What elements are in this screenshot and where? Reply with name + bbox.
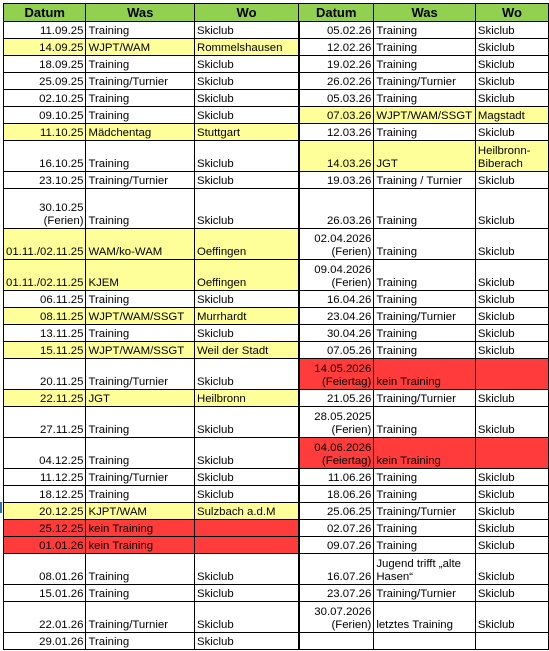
cell-left-datum: 08.11.25 [4, 308, 86, 325]
cell-left-datum: 14.09.25 [4, 39, 86, 56]
cell-left-was: Training [86, 22, 195, 39]
cell-left-was: Training [86, 90, 195, 107]
cell-right-was: Training [374, 537, 476, 554]
cell-right-wo: Skiclub [475, 503, 548, 520]
cell-left-wo: Skiclub [194, 554, 298, 585]
cell-left-was: Training/Turnier [86, 602, 195, 633]
table-row [4, 438, 549, 469]
cell-left-was: Training [86, 554, 195, 585]
cell-left-was: Training/Turnier [86, 172, 195, 189]
row-selection-marker [0, 502, 2, 513]
cell-right-datum [299, 633, 374, 650]
cell-right-was: Training [374, 291, 476, 308]
cell-left-datum: 09.10.25 [4, 107, 86, 124]
cell-left-datum: 22.01.26 [4, 602, 86, 633]
table-row [4, 39, 549, 56]
cell-right-was: Training [374, 189, 476, 229]
cell-left-was: Training [86, 291, 195, 308]
table-row [4, 359, 549, 390]
cell-right-was: Training [374, 407, 476, 438]
cell-right-datum: 12.02.26 [299, 39, 374, 56]
table-row [4, 537, 549, 554]
table-row [4, 633, 549, 650]
cell-right-was: Jugend trifft „alte Hasen“ [374, 554, 476, 585]
cell-left-datum: 01.01.26 [4, 537, 86, 554]
cell-left-wo: Skiclub [194, 469, 298, 486]
header-was-left: Was [86, 4, 195, 22]
table-row [4, 73, 549, 90]
cell-right-was: Training [374, 520, 476, 537]
cell-right-datum: 16.07.26 [299, 554, 374, 585]
cell-left-datum: 16.10.25 [4, 141, 86, 172]
cell-right-datum: 23.07.26 [299, 585, 374, 602]
cell-right-datum: 19.02.26 [299, 56, 374, 73]
cell-left-datum: 18.09.25 [4, 56, 86, 73]
cell-right-was: Training/Turnier [374, 73, 476, 90]
header-datum-left: Datum [4, 4, 86, 22]
table-row [4, 602, 549, 633]
cell-right-was: Training [374, 469, 476, 486]
cell-left-was: Training [86, 189, 195, 229]
cell-right-wo: Skiclub [475, 520, 548, 537]
cell-left-was: Training [86, 438, 195, 469]
cell-left-wo: Skiclub [194, 291, 298, 308]
cell-left-datum: 06.11.25 [4, 291, 86, 308]
table-row [4, 342, 549, 359]
cell-right-was: Training [374, 124, 476, 141]
cell-left-datum: 01.11./02.11.25 [4, 260, 86, 291]
cell-left-datum: 01.11./02.11.25 [4, 229, 86, 260]
cell-left-was: WJPT/WAM/SSGT [86, 342, 195, 359]
cell-left-datum: 25.09.25 [4, 73, 86, 90]
cell-left-wo: Skiclub [194, 438, 298, 469]
cell-left-was: Training [86, 141, 195, 172]
cell-left-was: Training [86, 56, 195, 73]
cell-left-datum: 23.10.25 [4, 172, 86, 189]
cell-right-wo: Skiclub [475, 342, 548, 359]
cell-left-wo: Skiclub [194, 602, 298, 633]
cell-right-was: Training [374, 22, 476, 39]
cell-right-was: JGT [374, 141, 476, 172]
cell-right-wo: Skiclub [475, 189, 548, 229]
cell-left-wo: Oeffingen [194, 229, 298, 260]
cell-left-datum: 27.11.25 [4, 407, 86, 438]
cell-left-wo: Murrhardt [194, 308, 298, 325]
cell-left-datum: 11.10.25 [4, 124, 86, 141]
cell-right-datum: 23.04.26 [299, 308, 374, 325]
cell-right-wo: Skiclub [475, 602, 548, 633]
header-was-right: Was [374, 4, 476, 22]
cell-left-datum: 04.12.25 [4, 438, 86, 469]
cell-right-datum: 19.03.26 [299, 172, 374, 189]
cell-right-datum: 30.04.26 [299, 325, 374, 342]
table-row [4, 90, 549, 107]
cell-left-was: Training [86, 107, 195, 124]
cell-right-was: kein Training [374, 438, 476, 469]
cell-left-was: KJEM [86, 260, 195, 291]
cell-left-wo: Skiclub [194, 56, 298, 73]
cell-left-was: JGT [86, 390, 195, 407]
cell-right-datum: 26.02.26 [299, 73, 374, 90]
cell-left-was: WJPT/WAM/SSGT [86, 308, 195, 325]
cell-left-was: KJPT/WAM [86, 503, 195, 520]
cell-right-wo: Skiclub [475, 73, 548, 90]
cell-right-datum: 04.06.2026 (Feiertag) [299, 438, 374, 469]
table-row [4, 390, 549, 407]
cell-right-was [374, 633, 476, 650]
cell-right-wo: Skiclub [475, 585, 548, 602]
cell-right-was: Training [374, 39, 476, 56]
table-row [4, 56, 549, 73]
cell-left-wo: Skiclub [194, 22, 298, 39]
cell-right-was: Training [374, 90, 476, 107]
cell-right-datum: 14.05.2026 (Feiertag) [299, 359, 374, 390]
cell-left-datum: 20.11.25 [4, 359, 86, 390]
table-row [4, 585, 549, 602]
table-row [4, 325, 549, 342]
cell-right-was: Training/Turnier [374, 585, 476, 602]
table-row [4, 260, 549, 291]
cell-left-datum: 22.11.25 [4, 390, 86, 407]
cell-right-was: Training [374, 486, 476, 503]
table-row [4, 141, 549, 172]
cell-left-was: Training [86, 585, 195, 602]
cell-right-wo: Skiclub [475, 229, 548, 260]
cell-left-wo [194, 537, 298, 554]
cell-left-was: Training [86, 407, 195, 438]
cell-left-datum: 02.10.25 [4, 90, 86, 107]
cell-left-was: Training/Turnier [86, 359, 195, 390]
cell-right-datum: 14.03.26 [299, 141, 374, 172]
schedule-table [3, 3, 549, 650]
cell-right-datum: 02.07.26 [299, 520, 374, 537]
cell-left-wo: Weil der Stadt [194, 342, 298, 359]
cell-right-wo: Skiclub [475, 390, 548, 407]
cell-right-datum: 11.06.26 [299, 469, 374, 486]
cell-left-wo: Skiclub [194, 107, 298, 124]
cell-left-wo: Rommelshausen [194, 39, 298, 56]
cell-right-wo: Skiclub [475, 325, 548, 342]
cell-left-wo: Skiclub [194, 359, 298, 390]
cell-right-wo: Magstadt [475, 107, 548, 124]
cell-right-wo: Skiclub [475, 291, 548, 308]
cell-right-datum: 28.05.2025 (Ferien) [299, 407, 374, 438]
cell-right-datum: 05.02.26 [299, 22, 374, 39]
cell-left-wo: Heilbronn [194, 390, 298, 407]
cell-right-was: Training/Turnier [374, 390, 476, 407]
header-datum-right: Datum [299, 4, 374, 22]
table-row [4, 407, 549, 438]
table-row [4, 107, 549, 124]
cell-right-wo: Skiclub [475, 172, 548, 189]
cell-left-was: Mädchentag [86, 124, 195, 141]
table-row [4, 172, 549, 189]
table-row [4, 291, 549, 308]
cell-left-wo: Skiclub [194, 73, 298, 90]
cell-left-wo: Skiclub [194, 172, 298, 189]
cell-right-datum: 18.06.26 [299, 486, 374, 503]
cell-left-wo: Stuttgart [194, 124, 298, 141]
table-row [4, 229, 549, 260]
cell-right-datum: 07.05.26 [299, 342, 374, 359]
cell-left-was: Training [86, 486, 195, 503]
cell-right-was: Training [374, 325, 476, 342]
cell-right-was: letztes Training [374, 602, 476, 633]
cell-left-datum: 15.01.26 [4, 585, 86, 602]
cell-left-datum: 29.01.26 [4, 633, 86, 650]
cell-left-wo: Skiclub [194, 189, 298, 229]
cell-right-was: Training [374, 56, 476, 73]
cell-left-datum: 20.12.25 [4, 503, 86, 520]
cell-left-datum: 30.10.25 (Ferien) [4, 189, 86, 229]
cell-right-datum: 12.03.26 [299, 124, 374, 141]
cell-right-datum: 16.04.26 [299, 291, 374, 308]
cell-right-wo: Skiclub [475, 260, 548, 291]
cell-right-wo: Heilbronn-Biberach [475, 141, 548, 172]
table-row [4, 554, 549, 585]
cell-right-was: Training/Turnier [374, 503, 476, 520]
cell-right-wo: Skiclub [475, 56, 548, 73]
cell-left-was: Training [86, 325, 195, 342]
cell-right-wo: Skiclub [475, 22, 548, 39]
cell-left-datum: 13.11.25 [4, 325, 86, 342]
table-row [4, 486, 549, 503]
cell-right-was: Training [374, 260, 476, 291]
cell-right-was: WJPT/WAM/SSGT [374, 107, 476, 124]
header-wo-left: Wo [194, 4, 298, 22]
cell-left-wo: Skiclub [194, 325, 298, 342]
cell-left-datum: 15.11.25 [4, 342, 86, 359]
cell-right-datum: 05.03.26 [299, 90, 374, 107]
cell-right-was: kein Training [374, 359, 476, 390]
cell-right-datum: 26.03.26 [299, 189, 374, 229]
cell-left-wo: Skiclub [194, 633, 298, 650]
header-row [4, 4, 549, 22]
cell-right-wo: Skiclub [475, 407, 548, 438]
table-row [4, 124, 549, 141]
cell-left-was: Training/Turnier [86, 469, 195, 486]
cell-left-was: Training/Turnier [86, 73, 195, 90]
cell-left-was: kein Training [86, 537, 195, 554]
table-row [4, 22, 549, 39]
cell-right-wo: Skiclub [475, 90, 548, 107]
cell-right-was: Training [374, 229, 476, 260]
cell-right-was: Training/Turnier [374, 308, 476, 325]
cell-right-datum: 25.06.25 [299, 503, 374, 520]
cell-right-wo: Skiclub [475, 554, 548, 585]
cell-left-wo: Skiclub [194, 585, 298, 602]
cell-right-datum: 09.04.2026 (Ferien) [299, 260, 374, 291]
cell-left-datum: 25.12.25 [4, 520, 86, 537]
cell-left-wo: Sulzbach a.d.M [194, 503, 298, 520]
cell-left-datum: 08.01.26 [4, 554, 86, 585]
cell-left-was: kein Training [86, 520, 195, 537]
table-row [4, 520, 549, 537]
table-row [4, 308, 549, 325]
cell-right-wo: Skiclub [475, 486, 548, 503]
cell-right-datum: 30.07.2026 (Ferien) [299, 602, 374, 633]
cell-left-wo: Skiclub [194, 141, 298, 172]
cell-right-wo: Skiclub [475, 308, 548, 325]
cell-right-wo: Skiclub [475, 537, 548, 554]
table-row [4, 503, 549, 520]
cell-left-datum: 11.12.25 [4, 469, 86, 486]
cell-left-datum: 18.12.25 [4, 486, 86, 503]
cell-right-was: Training / Turnier [374, 172, 476, 189]
cell-right-wo [475, 359, 548, 390]
cell-left-was: WAM/ko-WAM [86, 229, 195, 260]
cell-right-datum: 21.05.26 [299, 390, 374, 407]
cell-left-wo: Oeffingen [194, 260, 298, 291]
cell-right-wo: Skiclub [475, 39, 548, 56]
cell-right-wo: Skiclub [475, 469, 548, 486]
header-wo-right: Wo [475, 4, 548, 22]
cell-right-wo [475, 438, 548, 469]
table-row [4, 469, 549, 486]
cell-right-was: Training [374, 342, 476, 359]
cell-right-datum: 07.03.26 [299, 107, 374, 124]
cell-left-datum: 11.09.25 [4, 22, 86, 39]
cell-right-datum: 09.07.26 [299, 537, 374, 554]
cell-left-wo [194, 520, 298, 537]
cell-left-wo: Skiclub [194, 486, 298, 503]
cell-left-was: WJPT/WAM [86, 39, 195, 56]
table-row [4, 189, 549, 229]
cell-left-was: Training [86, 633, 195, 650]
cell-left-wo: Skiclub [194, 407, 298, 438]
cell-right-wo: Skiclub [475, 124, 548, 141]
cell-right-datum: 02.04.2026 (Ferien) [299, 229, 374, 260]
cell-left-wo: Skiclub [194, 90, 298, 107]
cell-right-wo [475, 633, 548, 650]
